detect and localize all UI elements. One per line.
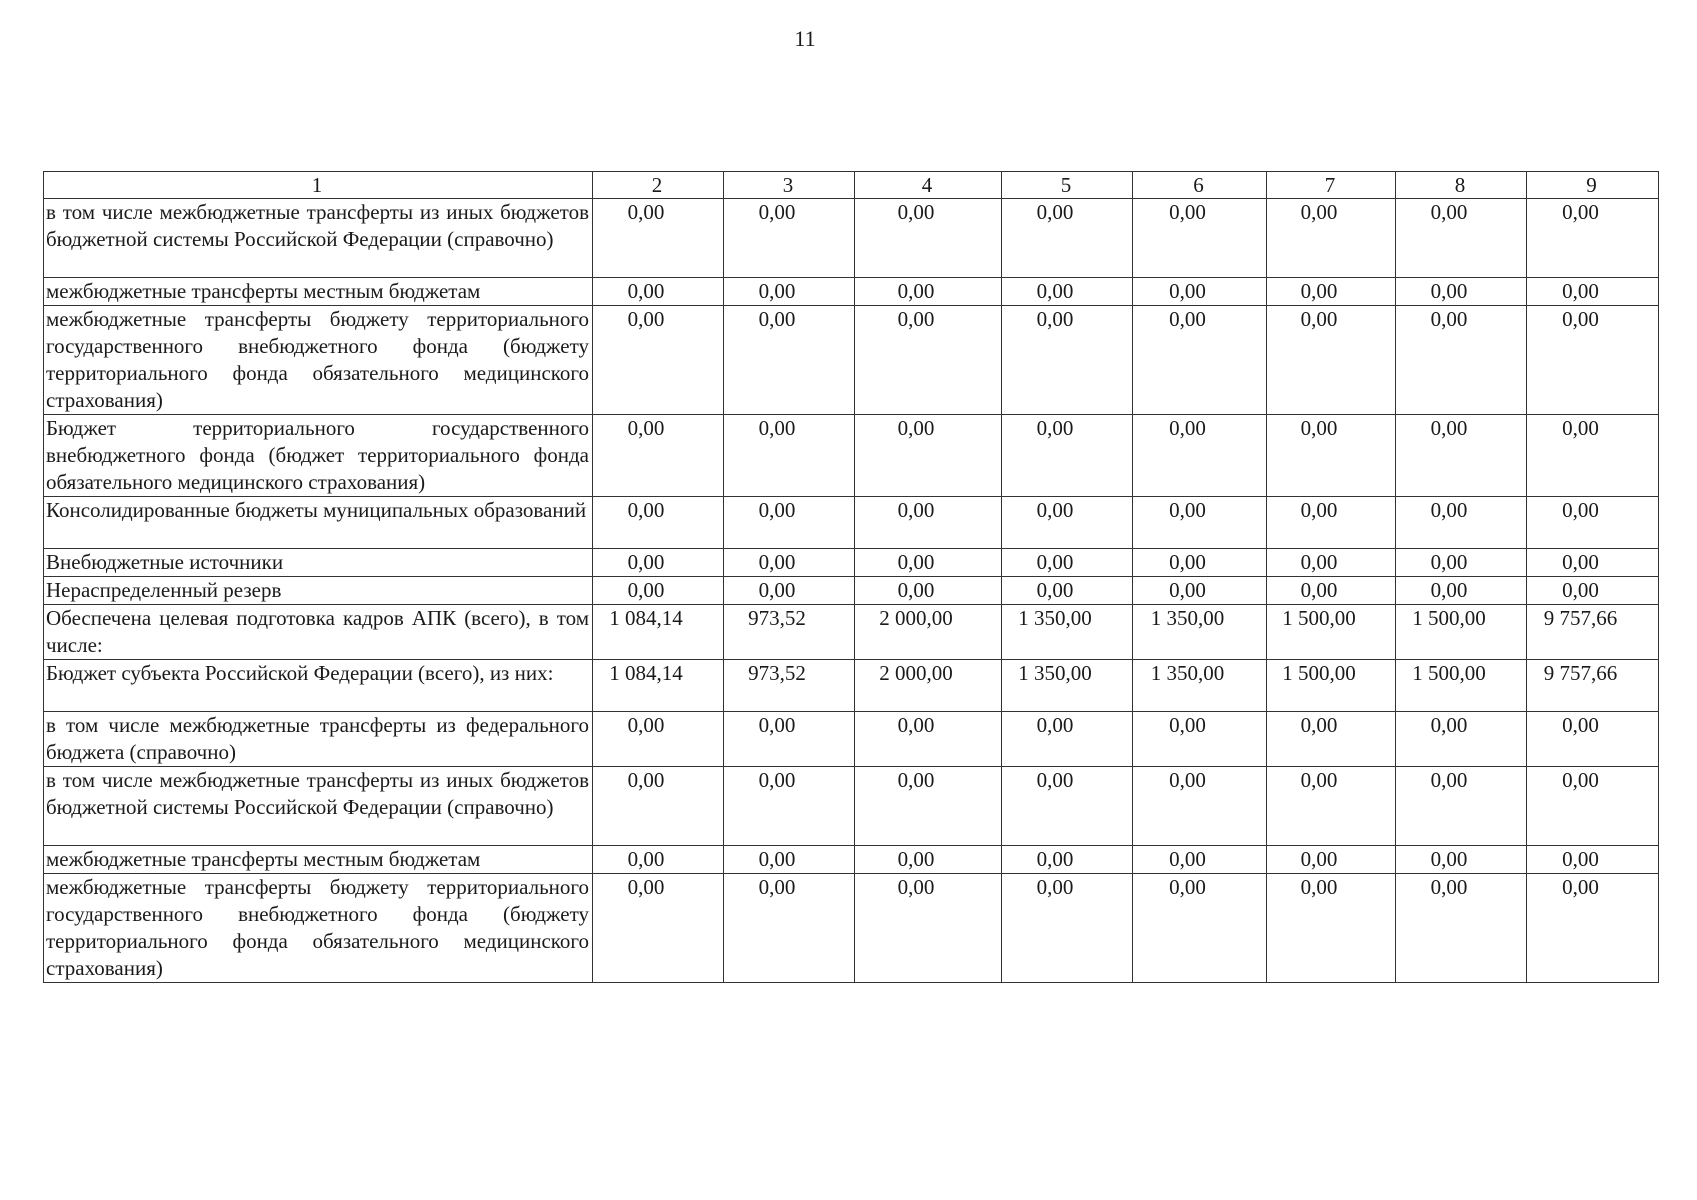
value-cell: 0,00 [855,306,1002,415]
value-cell: 0,00 [1002,306,1133,415]
value-cell: 0,00 [1133,767,1267,846]
value-cell: 0,00 [1527,199,1659,278]
value-cell: 0,00 [1267,767,1396,846]
value-cell: 0,00 [593,577,724,605]
row-label: в том числе межбюджетные трансферты из иных бюджетов бюджетной системы Российской Федерации (справочно) [44,199,593,278]
row-label: Консолидированные бюджеты муниципальных образований [44,497,593,549]
value-cell: 0,00 [1396,415,1527,497]
value-cell: 0,00 [593,549,724,577]
column-header: 6 [1133,172,1267,199]
value-cell: 0,00 [1527,846,1659,874]
table-row [44,415,1659,497]
value-cell: 1 350,00 [1002,660,1133,712]
value-cell: 0,00 [1527,549,1659,577]
value-cell: 0,00 [1527,415,1659,497]
value-cell: 0,00 [724,767,855,846]
value-cell: 1 500,00 [1396,605,1527,660]
value-cell: 0,00 [724,712,855,767]
value-cell: 1 500,00 [1396,660,1527,712]
value-cell: 0,00 [855,767,1002,846]
value-cell: 0,00 [855,415,1002,497]
value-cell: 0,00 [593,874,724,983]
value-cell: 973,52 [724,660,855,712]
table-row [44,874,1659,983]
column-header: 5 [1002,172,1133,199]
value-cell: 0,00 [1002,767,1133,846]
value-cell: 0,00 [1396,712,1527,767]
table-row [44,577,1659,605]
value-cell: 0,00 [1396,549,1527,577]
value-cell: 0,00 [1133,278,1267,306]
value-cell: 0,00 [1396,306,1527,415]
value-cell: 9 757,66 [1527,605,1659,660]
value-cell: 0,00 [1133,497,1267,549]
value-cell: 0,00 [1396,846,1527,874]
value-cell: 0,00 [1267,199,1396,278]
value-cell: 1 350,00 [1002,605,1133,660]
value-cell: 0,00 [1133,846,1267,874]
row-label: Внебюджетные источники [44,549,593,577]
value-cell: 0,00 [1133,874,1267,983]
row-label: межбюджетные трансферты местным бюджетам [44,278,593,306]
row-label: межбюджетные трансферты бюджету территориального государственного внебюджетного фонда (бюджету территориального фонда обязательного медицинского страхования) [44,306,593,415]
value-cell: 1 500,00 [1267,660,1396,712]
value-cell: 0,00 [593,497,724,549]
value-cell: 0,00 [1133,306,1267,415]
value-cell: 0,00 [1267,712,1396,767]
table-row [44,199,1659,278]
value-cell: 1 350,00 [1133,660,1267,712]
value-cell: 0,00 [1396,278,1527,306]
table-row [44,846,1659,874]
value-cell: 0,00 [1002,577,1133,605]
value-cell: 0,00 [1527,497,1659,549]
value-cell: 0,00 [1002,497,1133,549]
value-cell: 0,00 [724,306,855,415]
value-cell: 0,00 [593,278,724,306]
value-cell: 0,00 [593,712,724,767]
value-cell: 0,00 [1133,712,1267,767]
value-cell: 0,00 [855,874,1002,983]
value-cell: 0,00 [1527,712,1659,767]
value-cell: 0,00 [855,278,1002,306]
value-cell: 0,00 [1133,415,1267,497]
table-row [44,278,1659,306]
value-cell: 0,00 [724,577,855,605]
value-cell: 0,00 [1133,577,1267,605]
value-cell: 0,00 [1267,577,1396,605]
header-row [44,172,1659,199]
row-label: в том числе межбюджетные трансферты из иных бюджетов бюджетной системы Российской Федерации (справочно) [44,767,593,846]
column-header: 7 [1267,172,1396,199]
value-cell: 0,00 [855,199,1002,278]
value-cell: 0,00 [855,846,1002,874]
table-row [44,712,1659,767]
value-cell: 0,00 [1396,497,1527,549]
value-cell: 1 350,00 [1133,605,1267,660]
row-label: межбюджетные трансферты местным бюджетам [44,846,593,874]
value-cell: 0,00 [593,767,724,846]
value-cell: 0,00 [855,577,1002,605]
budget-table [43,171,1659,983]
value-cell: 0,00 [1002,712,1133,767]
value-cell: 0,00 [1527,306,1659,415]
value-cell: 0,00 [855,497,1002,549]
value-cell: 0,00 [1133,549,1267,577]
column-header: 2 [593,172,724,199]
value-cell: 0,00 [855,712,1002,767]
value-cell: 0,00 [724,846,855,874]
column-header: 8 [1396,172,1527,199]
column-header: 4 [855,172,1002,199]
value-cell: 0,00 [1396,199,1527,278]
value-cell: 0,00 [724,874,855,983]
value-cell: 9 757,66 [1527,660,1659,712]
row-label: в том числе межбюджетные трансферты из федерального бюджета (справочно) [44,712,593,767]
value-cell: 0,00 [1267,497,1396,549]
value-cell: 0,00 [1396,767,1527,846]
table-row [44,306,1659,415]
value-cell: 1 084,14 [593,605,724,660]
table-row [44,497,1659,549]
value-cell: 1 500,00 [1267,605,1396,660]
value-cell: 0,00 [1267,846,1396,874]
value-cell: 2 000,00 [855,660,1002,712]
row-label: Обеспечена целевая подготовка кадров АПК (всего), в том числе: [44,605,593,660]
page-number: 11 [794,26,816,51]
value-cell: 0,00 [724,278,855,306]
value-cell: 0,00 [724,415,855,497]
column-header: 9 [1527,172,1659,199]
value-cell: 0,00 [1267,549,1396,577]
value-cell: 0,00 [1002,846,1133,874]
value-cell: 0,00 [1002,415,1133,497]
value-cell: 0,00 [593,415,724,497]
value-cell: 973,52 [724,605,855,660]
value-cell: 0,00 [855,549,1002,577]
row-label: межбюджетные трансферты бюджету территориального государственного внебюджетного фонда (бюджету территориального фонда обязательного медицинского страхования) [44,874,593,983]
value-cell: 0,00 [1002,874,1133,983]
value-cell: 0,00 [1527,874,1659,983]
table-row [44,549,1659,577]
value-cell: 0,00 [593,199,724,278]
row-label: Бюджет субъекта Российской Федерации (всего), из них: [44,660,593,712]
value-cell: 0,00 [1527,278,1659,306]
value-cell: 0,00 [593,306,724,415]
table-row [44,660,1659,712]
row-label: Нераспределенный резерв [44,577,593,605]
value-cell: 0,00 [1002,199,1133,278]
value-cell: 0,00 [724,497,855,549]
value-cell: 0,00 [1396,874,1527,983]
value-cell: 0,00 [1527,767,1659,846]
value-cell: 1 084,14 [593,660,724,712]
value-cell: 0,00 [1002,549,1133,577]
value-cell: 0,00 [1267,874,1396,983]
value-cell: 0,00 [593,846,724,874]
row-label: Бюджет территориального государственного внебюджетного фонда (бюджет территориального фонда обязательного медицинского страхования) [44,415,593,497]
value-cell: 2 000,00 [855,605,1002,660]
value-cell: 0,00 [724,199,855,278]
value-cell: 0,00 [1267,306,1396,415]
table-body [44,199,1659,983]
value-cell: 0,00 [1396,577,1527,605]
value-cell: 0,00 [1267,415,1396,497]
value-cell: 0,00 [1267,278,1396,306]
value-cell: 0,00 [724,549,855,577]
value-cell: 0,00 [1002,278,1133,306]
column-header: 1 [44,172,593,199]
value-cell: 0,00 [1133,199,1267,278]
table-row [44,605,1659,660]
value-cell: 0,00 [1527,577,1659,605]
column-header: 3 [724,172,855,199]
table-row [44,767,1659,846]
